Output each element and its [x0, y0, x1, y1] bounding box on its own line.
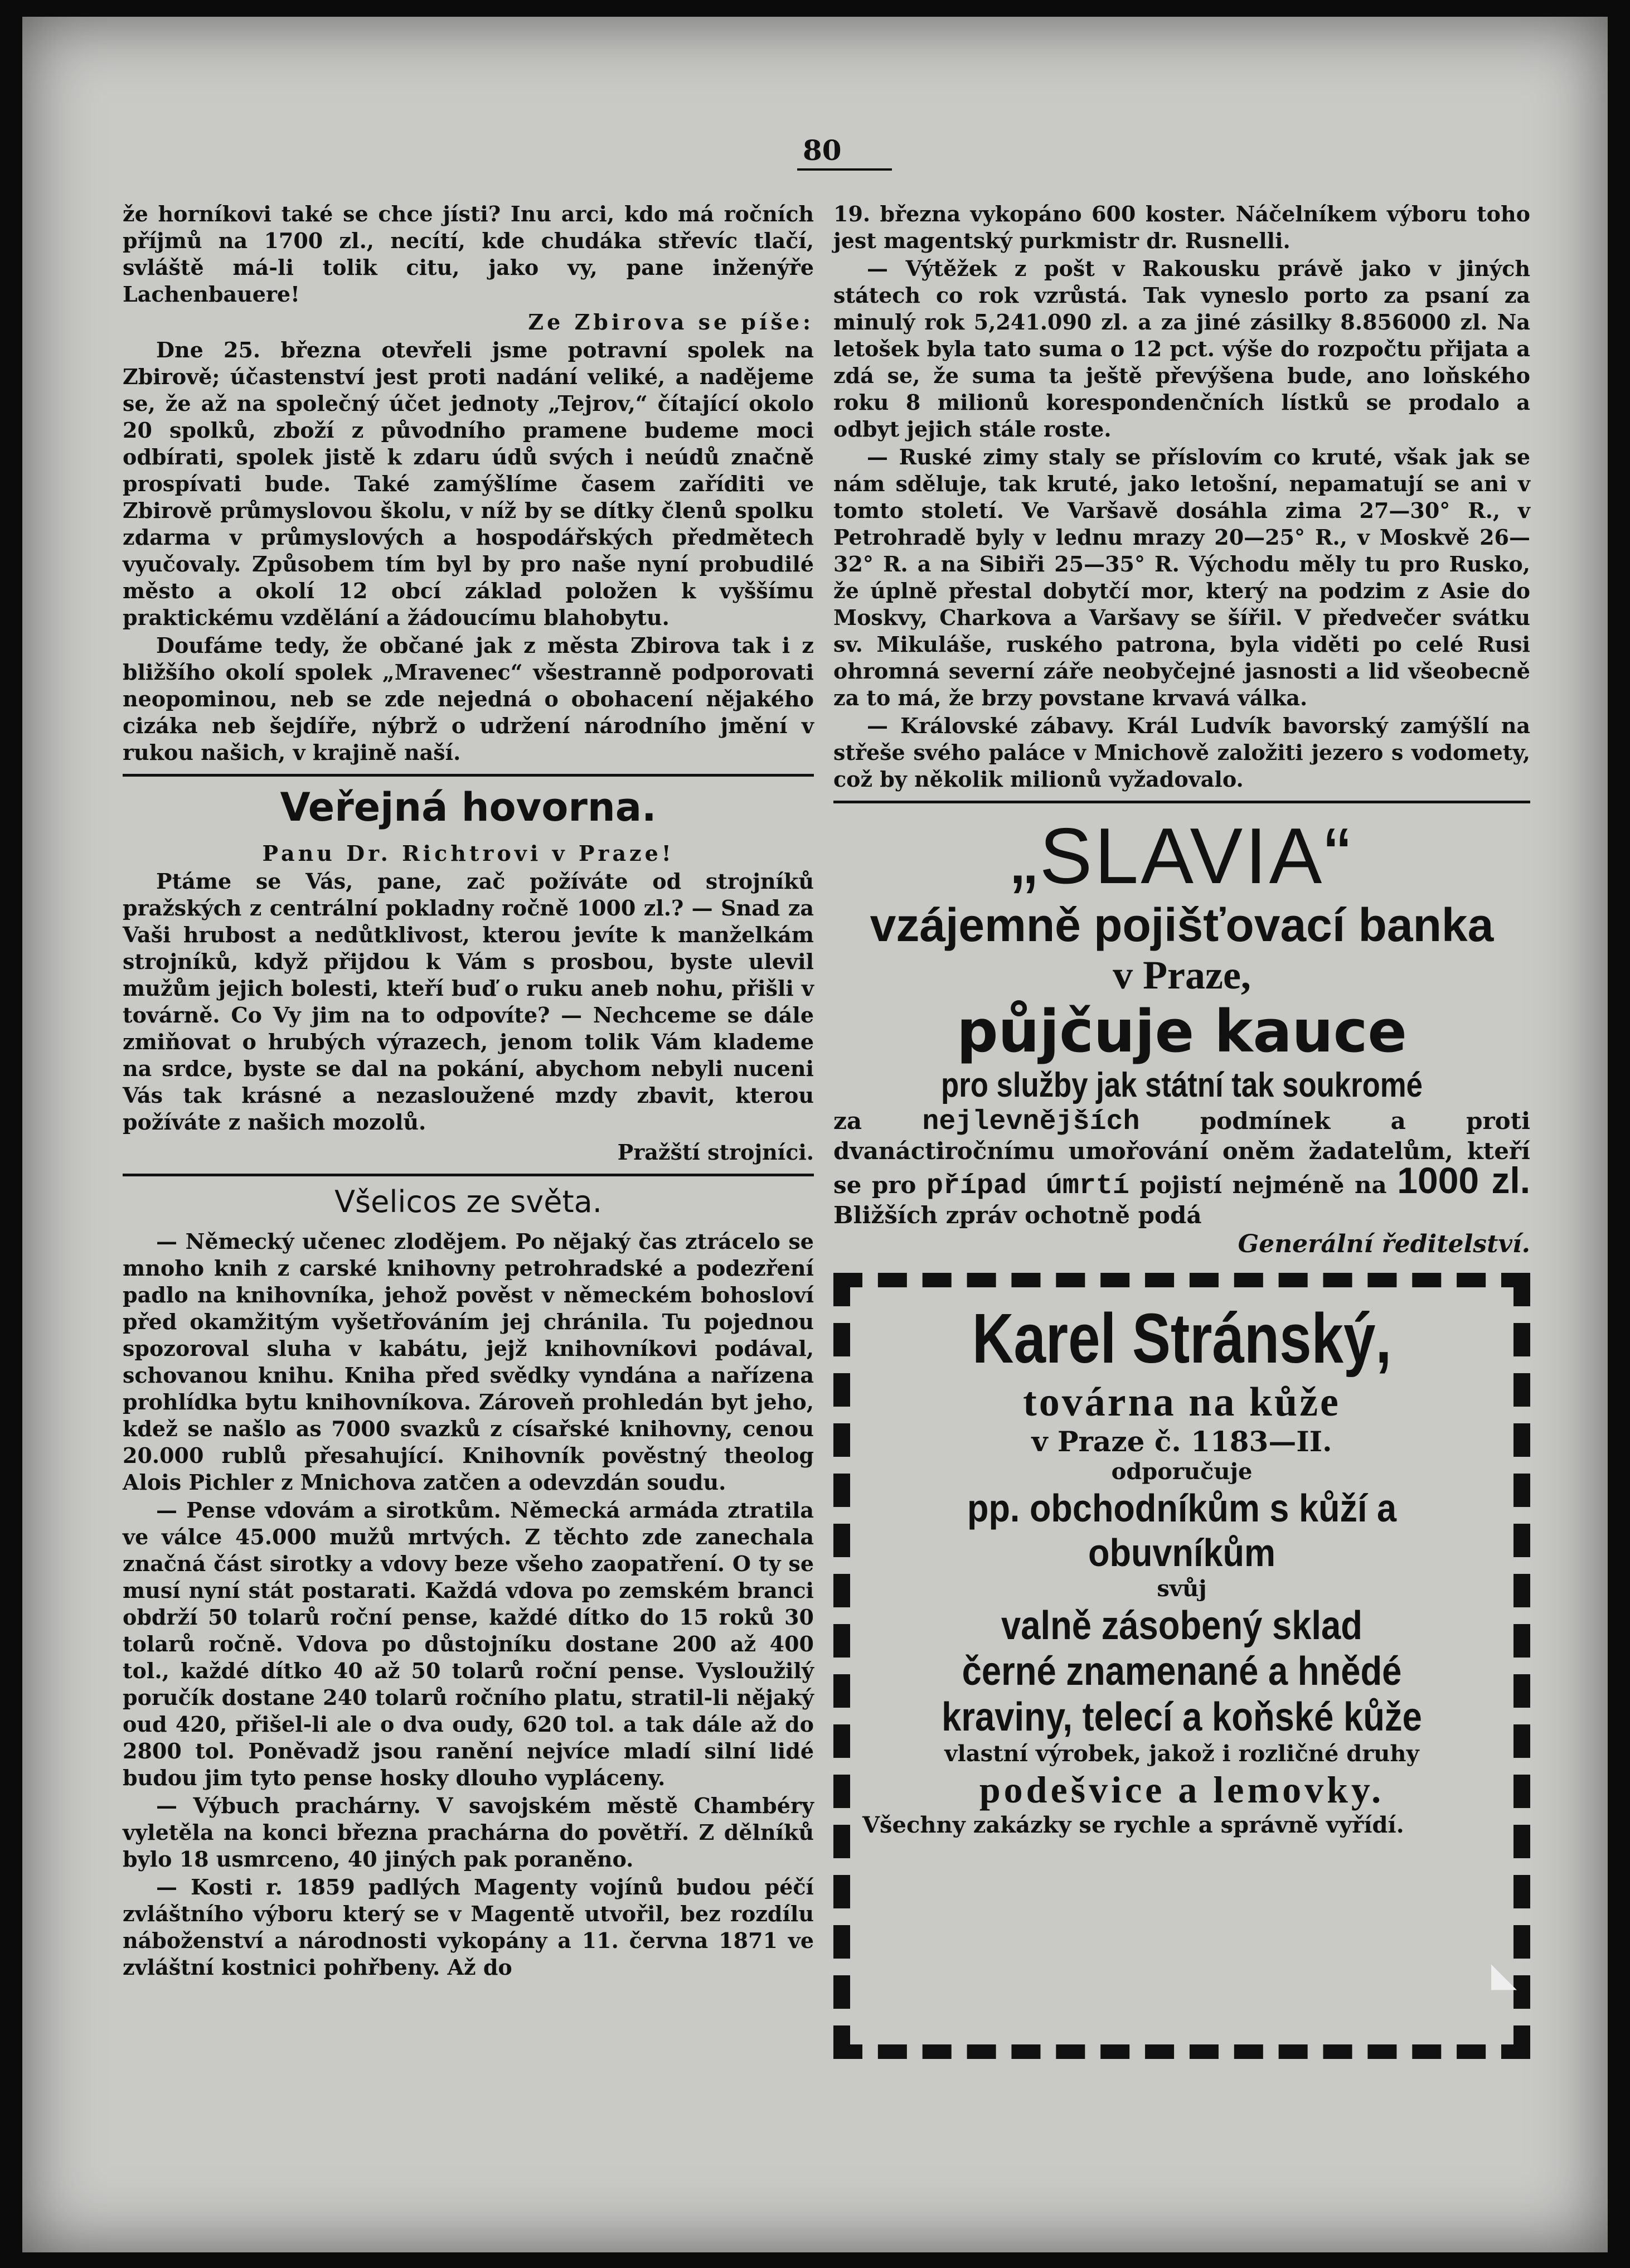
svet-item: — Kosti r. 1859 padlých Magenty vojínů budou péčí zvláštního výboru který se v Magentě utvořil, bez rozdílu náboženství a národnosti vykopány a 11. června 1871 ve zvláštní kostnici pohřbeny. Až do: [123, 1874, 814, 1980]
hovorna-signature: Pražští strojníci.: [617, 1140, 814, 1165]
arrow-icon: ◣: [1491, 1955, 1517, 1994]
hovorna-title: Veřejná hovorna.: [280, 784, 657, 830]
stransky-line: pp. obchodníkům s kůží a obuvníkům: [967, 1486, 1397, 1574]
stransky-line: továrna na kůže: [1023, 1379, 1341, 1425]
slavia-body: za nejlevnějších podmínek a proti dvanáctiročnímu umořování oněm žadatelům, kteří se pro případ úmrtí pojistí nejméně na 1000 zl. Bližších zpráv ochotně podá: [833, 1106, 1531, 1229]
stransky-address: v Praze č. 1183—II.: [1031, 1425, 1332, 1458]
right-column: [833, 201, 1530, 2059]
zbirov-paragraph: Doufáme tedy, že občané jak z města Zbirova tak i z bližšího okolí spolek „Mravenec“ všestranně podporovati neopominou, neb se zde nejedná o obohacení nějakého cizáka neb šejdíře, nýbrž o udržení národního jmění v rukou našich, v krajině naší.: [123, 633, 814, 765]
slavia-line: v Praze,: [1113, 953, 1251, 997]
page-number-rule: [797, 168, 892, 171]
hovorna-paragraph: Ptáme se Vás, pane, zač požíváte od strojníků pražských z centrální pokladny ročně 1000 zl.? — Snad za Vaši hrubost a nedůtklivost, kterou jevíte k manželkám strojníků, když přijdou k Vám s prosbou, byste ulevil mužům jejich bolesti, kteří buď o ruku aneb nohu, přišli v továrně. Co Vy jim na to odpovíte? — Nechceme se dále zmiňovat o hrubých výrazech, jenom tolik Vám klademe na srdce, byste se dal na pokání, abychom nebyli nuceni Vás tak krásné a nezasloužené mzdy zbavit, kterou požíváte z našich mozolů.: [123, 869, 814, 1135]
section-divider: [123, 774, 814, 777]
slavia-signature: Generální ředitelství.: [1238, 1230, 1530, 1258]
hovorna-address: Panu Dr. Richtrovi v Praze!: [262, 841, 675, 866]
section-divider: [123, 1174, 814, 1176]
page-number: 80: [803, 134, 842, 167]
stransky-line: podešvice a lemovky.: [979, 1768, 1385, 1811]
news-item: — Královské zábavy. Král Ludvík bavorský zamýšlí na střeše svého paláce v Mnichově založiti jezero s vodomety, což by několik milionů vyžadovalo.: [833, 713, 1530, 792]
section-divider: [833, 801, 1530, 803]
newspaper-page: [22, 17, 1608, 2252]
svet-title: Všelicos ze světa.: [334, 1184, 602, 1219]
svet-item: — Pense vdovám a sirotkům. Německá armáda ztratila ve válce 45.000 mužů mrtvých. Z těchto zde zanechala značná část sirotky a vdovy beze všeho zaopatření. O ty se musí nyní stát postarati. Každá vdova po zemském branci obdrží 50 tolarů roční pense, každé dítko do 15 roků 30 tolarů ročně. Vdova po důstojníku dostane 200 až 400 tol., každé dítko 40 až 50 tolarů roční pense. Vysloužilý poručík dostane 240 tolarů ročního platu, stratil-li nějaký oud 420, přišel-li ale o dva oudy, 620 tol. a tak dále až do 2800 tol. Poněvadž jsou ranění nejvíce mladí silní lidé budou jim tyto pense hosky dlouho vypláceny.: [123, 1498, 814, 1790]
stransky-line: svůj: [1157, 1576, 1207, 1602]
stransky-line: černé znamenané a hnědé kraviny, telecí a koňské kůže: [942, 1649, 1422, 1739]
slavia-headline: půjčuje kauce: [957, 997, 1407, 1065]
news-item: — Ruské zimy staly se příslovím co kruté, však jak se nám sděluje, tak kruté, jako letošní, nepamatují se ani v tomto století. Ve Varšavě dosáhla zima 27—30° R., v Petrohradě byly v lednu mrazy 20—25° R., v Moskvě 26—32° R. a na Sibiři 25—35° R. Východu měly tu pro Rusko, že úplně přestal dobytčí mor, který na podzim z Asie do Moskvy, Charkova a Varšavy se šířil. V předvečer svátku sv. Mikuláše, ruského patrona, byla viděti po celé Rusi ohromná severní záře neobyčejné jasnosti a lid všeobecně za to má, že brzy povstane krvavá válka.: [833, 444, 1530, 710]
slavia-line: vzájemně pojišťovací banka: [870, 899, 1494, 951]
slavia-advertisement: [833, 812, 1531, 1258]
news-item: — Výtěžek z pošt v Rakousku právě jako v jiných státech co rok vzrůstá. Tak vyneslo porto za psaní za minulý rok 5,241.090 zl. a za jiné zásilky 8.856000 zl. Na letošek byla tato suma o 12 pct. výše do rozpočtu přijata a zdá se, že suma ta ještě převýšena bude, ano loňského roku 8 milionů korespondenčních lístků se prodalo a odbyt jejich stále roste.: [833, 256, 1530, 442]
news-item: 19. března vykopáno 600 koster. Náčelníkem výboru toho jest magentský purkmistr dr. Rusnelli.: [833, 201, 1530, 253]
stransky-advertisement: [833, 1273, 1530, 2059]
svet-item: — Výbuch prachárny. V savojském městě Chambéry vyletěla na konci března prachárna do povětří. Z dělníků bylo 18 usmrceno, 40 jiných pak poraněno.: [123, 1793, 814, 1872]
zbirov-title: Ze Zbirova se píše:: [528, 309, 814, 335]
zbirov-paragraph: Dne 25. března otevřeli jsme potravní spolek na Zbirově; účastenství jest proti nadání veliké, a nadějeme se, že až na společný účet jednoty „Tejrov,“ čítající okolo 20 spolků, zboží z původního pramene budeme moci odbírati, spolek jistě k zdaru údů svých i neúdů značně prospívati bude. Také zamýšlíme časem zaříditi ve Zbirově průmyslovou školu, v níž by se dítky členů spolku zdarma v průmyslových a hospodářských předmětech vyučovaly. Způsobem tím byl by pro naše nyní probudilé město a okolí 12 obcí základ položen k vyššímu praktickému vzdělání a žádoucímu blahobytu.: [123, 337, 814, 630]
left-column: [123, 201, 814, 1982]
stransky-line: vlastní výrobek, jakož i rozličné druhy: [944, 1741, 1419, 1767]
stransky-line: odporučuje: [1111, 1458, 1253, 1485]
stransky-line: Všechny zakázky se rychle a správně vyřídí.: [862, 1812, 1404, 1838]
slavia-line: pro služby jak státní tak soukromé: [941, 1066, 1423, 1104]
stransky-line: valně zásobený sklad: [1001, 1603, 1362, 1648]
intro-paragraph: že horníkovi také se chce jísti? Inu arci, kdo má ročních příjmů na 1700 zl., necítí, kde chudáka střevíc tlačí, svláště má-li tolik citu, jako vy, pane inženýře Lachenbauere!: [123, 201, 814, 307]
svet-item: — Německý učenec zlodějem. Po nějaký čas ztrácelo se mnoho knih z carské knihovny petrohradské a podezření padlo na knihovníka, jehož pověst v německém bohosloví před okamžitým vyšetřováním jej chránila. Tu pojednou spozoroval sluha v kabátu, jejž knihovníkovi podával, schovanou knihu. Kniha před svědky vyndána a nařízena prohlídka bytu knihovníkova. Zároveň prohledán byt jeho, kdež se našlo as 7000 svazků z císařské knihovny, cenou 20.000 rublů přesahující. Knihovník pověstný theolog Alois Pichler z Mnichova zatčen a odevzdán soudu.: [123, 1229, 814, 1495]
slavia-name: „SLAVIA“: [1011, 812, 1353, 900]
stransky-name: Karel Stránský,: [972, 1299, 1392, 1378]
